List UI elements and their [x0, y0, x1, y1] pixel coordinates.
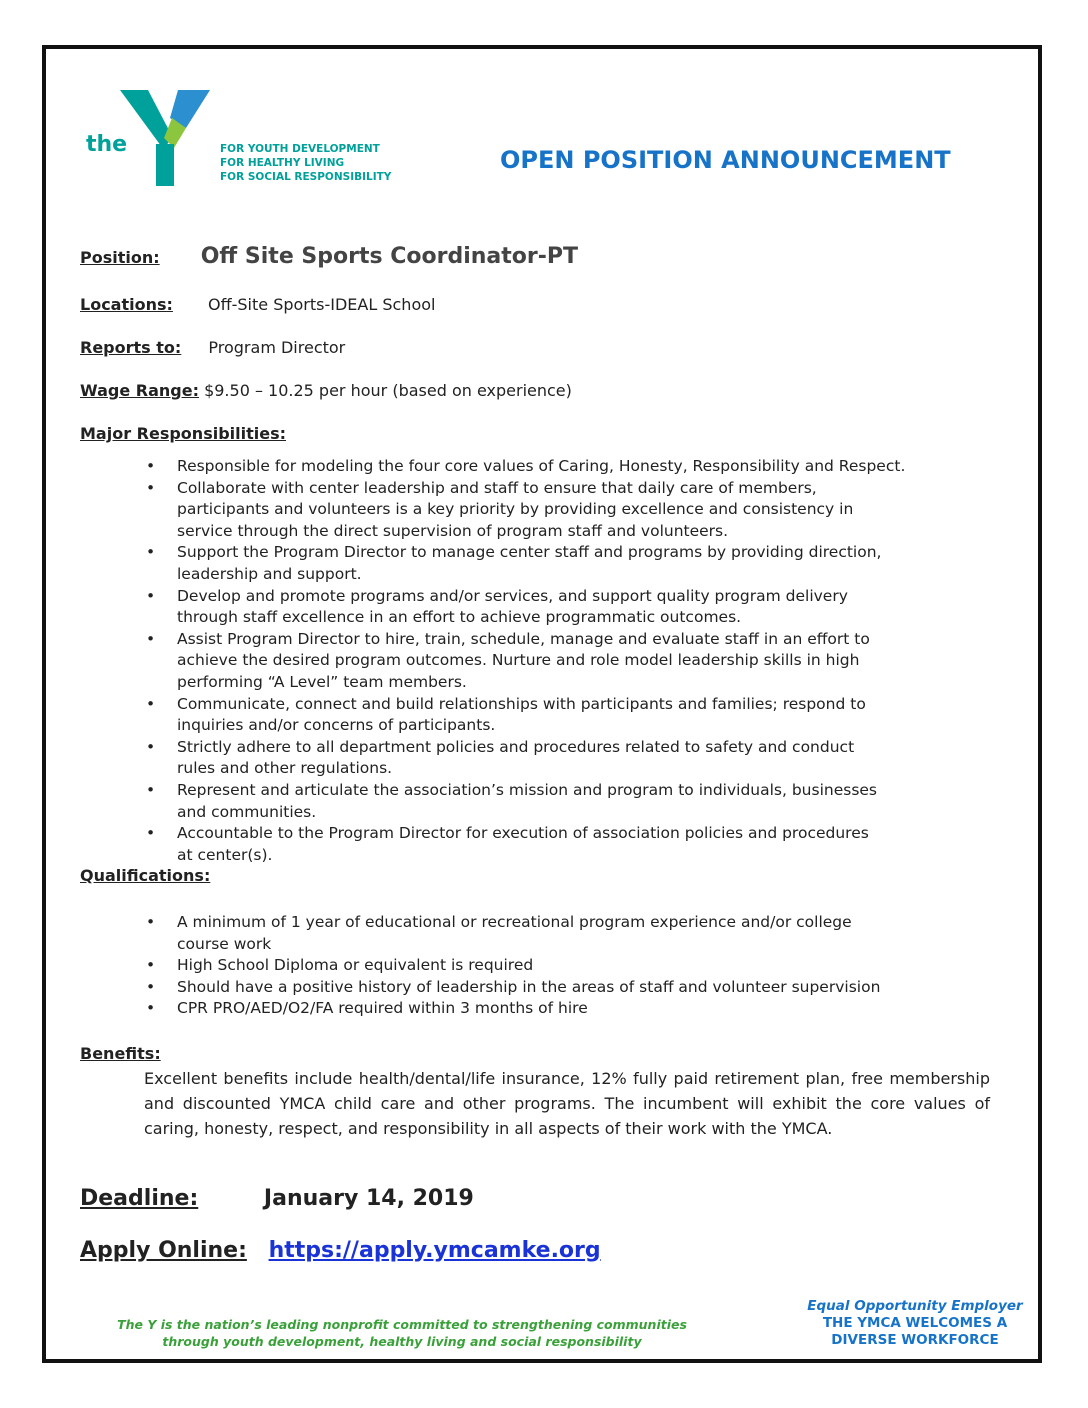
locations-label: Locations: [80, 295, 173, 314]
mission-line: The Y is the nation’s leading nonprofit committed to strengthening communities [117, 1317, 687, 1332]
welcome-line: THE YMCA WELCOMES A [822, 1315, 1008, 1331]
reports-label: Reports to: [80, 338, 182, 357]
apply-label: Apply Online: [80, 1238, 247, 1263]
position-row [80, 244, 578, 269]
qualification-item: • Should have a positive history of leadership in the areas of staff and volunteer supervision [146, 977, 880, 999]
qualifications-heading: Qualifications: [80, 866, 211, 885]
tagline-line: FOR YOUTH DEVELOPMENT [220, 143, 380, 155]
mission-line: through youth development, healthy living and social responsibility [162, 1334, 642, 1349]
qualification-item: • A minimum of 1 year of educational or recreational program experience and/or college course work [146, 912, 880, 955]
deadline-date: January 14, 2019 [263, 1186, 474, 1211]
wage-row [80, 381, 572, 400]
responsibilities-list [146, 456, 905, 866]
wage-value: $9.50 – 10.25 per hour (based on experience) [204, 381, 572, 400]
responsibility-item: • Communicate, connect and build relationships with participants and families; respond to inquiries and/or concerns of participants. [146, 694, 905, 737]
position-label: Position: [80, 248, 160, 267]
tagline-line: FOR HEALTHY LIVING [220, 157, 345, 169]
locations-value: Off-Site Sports-IDEAL School [208, 295, 436, 314]
wage-label: Wage Range: [80, 381, 199, 400]
responsibility-item: • Support the Program Director to manage center staff and programs by providing direction, leadership and support. [146, 542, 905, 585]
reports-row [80, 338, 345, 357]
benefits-text: Excellent benefits include health/dental/life insurance, 12% fully paid retirement plan, free membership and discounted YMCA child care and other programs. The incumbent will exhibit the core values of caring, honesty, respect, and responsibility in all aspects of their work with the YMCA. [144, 1069, 990, 1138]
responsibility-item: • Develop and promote programs and/or services, and support quality program delivery through staff excellence in an effort to achieve programmatic outcomes. [146, 586, 905, 629]
responsibility-item: • Strictly adhere to all department policies and procedures related to safety and conduct rules and other regulations. [146, 737, 905, 780]
welcome-line: DIVERSE WORKFORCE [831, 1332, 999, 1348]
equal-opportunity-block [790, 1298, 1040, 1349]
mission-statement [72, 1316, 732, 1350]
deadline-label: Deadline: [80, 1186, 199, 1211]
qualifications-list [146, 912, 880, 1020]
ymca-logo [84, 88, 392, 198]
qualification-item: • High School Diploma or equivalent is required [146, 955, 880, 977]
apply-row [80, 1238, 601, 1263]
responsibilities-heading: Major Responsibilities: [80, 424, 287, 443]
benefits-heading: Benefits: [80, 1044, 161, 1063]
responsibility-item: • Responsible for modeling the four core values of Caring, Honesty, Responsibility and Respect. [146, 456, 905, 478]
responsibility-item: • Collaborate with center leadership and staff to ensure that daily care of members, participants and volunteers is a key priority by providing excellence and consistency in service through the direct supervision of program staff and volunteers. [146, 478, 905, 543]
deadline-row [80, 1186, 474, 1211]
locations-row [80, 295, 435, 314]
tagline-line: FOR SOCIAL RESPONSIBILITY [220, 171, 392, 183]
responsibility-item: • Represent and articulate the association’s mission and program to individuals, businesses and communities. [146, 780, 905, 823]
eoe-line: Equal Opportunity Employer [807, 1298, 1023, 1314]
responsibility-item: • Accountable to the Program Director for execution of association policies and procedures at center(s). [146, 823, 905, 866]
logo-word: the [86, 132, 128, 157]
apply-link[interactable]: https://apply.ymcamke.org [268, 1238, 601, 1263]
qualification-item: • CPR PRO/AED/O2/FA required within 3 months of hire [146, 998, 880, 1020]
responsibility-item: • Assist Program Director to hire, train, schedule, manage and evaluate staff in an effort to achieve the desired program outcomes. Nurture and role model leadership skills in high performing “A Level” team members. [146, 629, 905, 694]
reports-value: Program Director [208, 338, 346, 357]
ymca-y-icon [116, 88, 216, 188]
logo-tagline [220, 142, 391, 184]
announcement-heading: OPEN POSITION ANNOUNCEMENT [500, 146, 951, 174]
position-title: Off Site Sports Coordinator-PT [200, 244, 578, 269]
